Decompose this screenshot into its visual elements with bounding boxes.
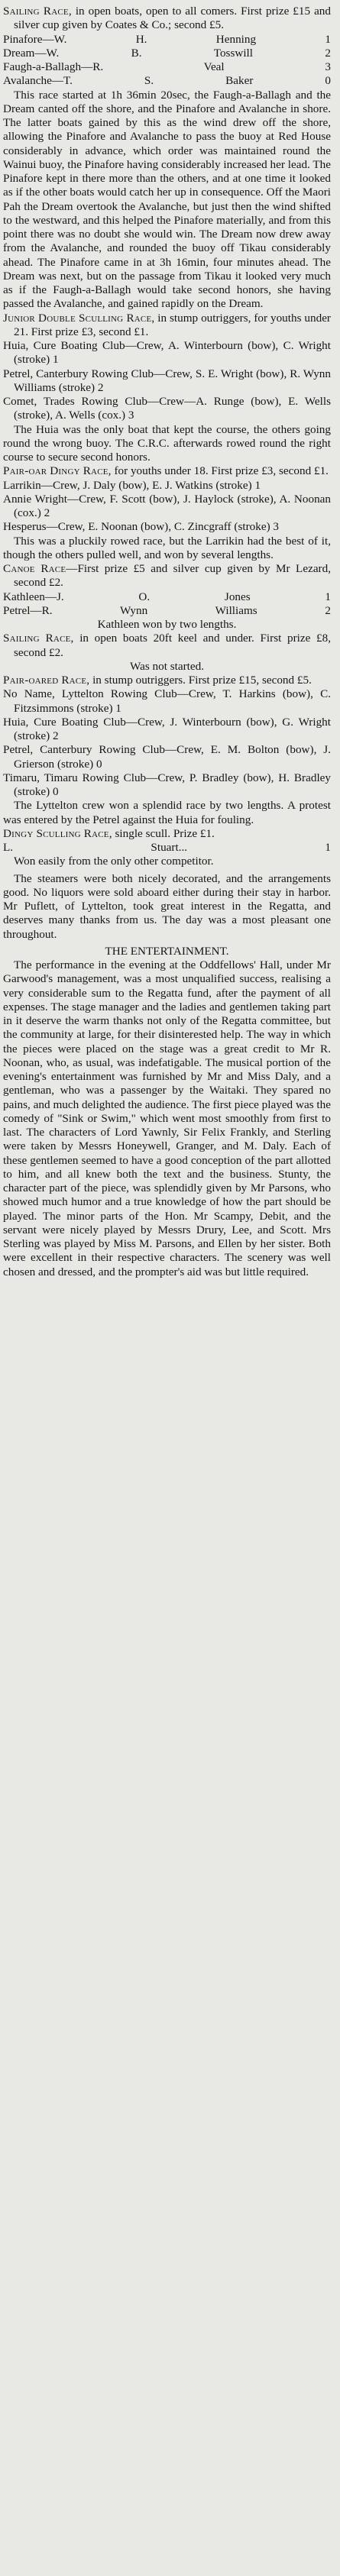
paragraph-text: single scull. Prize £1.: [112, 826, 215, 840]
paragraph-text: This was a pluckily rowed race, but the Larrikin had the best of it, though the others pulled well, and won by several lengths.: [3, 534, 331, 561]
article-paragraph: [3, 716, 331, 744]
article-paragraph: [3, 799, 331, 827]
article-paragraph: [3, 827, 331, 841]
article-paragraph: [3, 89, 331, 312]
article-paragraph: [3, 479, 331, 493]
paragraph-text: Annie Wright—Crew, F. Scott (bow), J. Haylock (stroke), A. Noonan (cox.) 2: [3, 492, 331, 519]
paragraph-text: L. Stuart... 1: [3, 841, 331, 854]
paragraph-text: Hesperus—Crew, E. Noonan (bow), C. Zincgraff (stroke) 3: [3, 520, 280, 534]
article-paragraph: [3, 958, 331, 1279]
article-paragraph: [3, 520, 331, 534]
article-paragraph: [3, 5, 331, 33]
paragraph-text: in open boats, open to all comers. First prize £15 and silver cup given by Coates & Co.; second £5.: [14, 5, 331, 32]
article-paragraph: [3, 632, 331, 660]
paragraph-text: Petrel, Canterbury Rowing Club—Crew, E. M. Bolton (bow), J. Grierson (stroke) 0: [3, 743, 331, 771]
paragraph-text: Pinafore—W. H. Henning 1: [3, 32, 331, 46]
paragraph-text: No Name, Lyttelton Rowing Club—Crew, T. Harkins (bow), C. Fitzsimmons (stroke) 1: [3, 687, 331, 715]
article-paragraph: [3, 464, 331, 478]
event-heading: Pair-oar Dingy Race,: [3, 464, 112, 478]
paragraph-text: Kathleen won by two lengths.: [97, 618, 237, 631]
paragraph-text: The steamers were both nicely decorated, and the arrangements good. No liquors were sold aboard either during their stay in harbor. Mr Puflett, of Lyttelton, took great interest in the Regatta, and deserves many thanks from us. The day was a most pleasant one throughout.: [3, 871, 331, 941]
article-paragraph: [3, 945, 331, 958]
article-paragraph: [3, 367, 331, 396]
article-paragraph: [3, 47, 331, 60]
paragraph-text: Timaru, Timaru Rowing Club—Crew, P. Bradley (bow), H. Bradley (stroke) 0: [3, 771, 331, 798]
article-paragraph: [3, 674, 331, 687]
paragraph-text: This race started at 1h 36min 20sec, the Faugh-a-Ballagh and the Dream canted off the shore, and the Pinafore and Avalanche in shore. The latter boats gained by this as the wind drew off the shore, allowing the Pinafore and Avalanche to pass the buoy at Red House considerably in advance, which order was maintained round the Wainui buoy, the Pinafore having considerably increased her lead. The Pinafore kept in there more than the others, and at one time it looked as if the other boats would catch her up in consequence. Off the Maori Pah the Dream overtook the Avalanche, but just then the wind shifted to the westward, and this helped the Pinafore materially, and from this point there was no doubt she would win. The Dream now drew away from the Avalanche, and rounded the buoy off Tikau considerably ahead. The Pinafore came in at 3h 16min, four minutes ahead. The Dream was next, but on the passage from Tikau it looked very much as if the Faugh-a-Ballagh would take second honors, she having passed the Avalanche, and gained rapidly on the Dream.: [3, 88, 331, 311]
article-paragraph: [3, 312, 331, 340]
article-paragraph: [3, 60, 331, 74]
paragraph-text: The Lyttelton crew won a splendid race by two lengths. A protest was entered by the Petrel against the Huia for fouling.: [3, 799, 331, 826]
event-heading: Junior Double Sculling Race,: [3, 311, 155, 325]
article-paragraph: [3, 743, 331, 771]
article-paragraph: [3, 687, 331, 716]
paragraph-text: Faugh-a-Ballagh—R. Veal 3: [3, 60, 331, 73]
paragraph-text: in open boats 20ft keel and under. First prize £8, second £2.: [14, 632, 332, 659]
article-paragraph: [3, 423, 331, 465]
paragraph-text: —First prize £5 and silver cup given by Mr Lezard, second £2.: [14, 562, 332, 590]
paragraph-text: Won easily from the only other competitor.: [14, 855, 214, 868]
paragraph-text: Dream—W. B. Tosswill 2: [3, 46, 331, 60]
event-heading: Pair-oared Race,: [3, 674, 90, 687]
article-paragraph: [3, 660, 331, 674]
event-heading: Canoe Race: [3, 562, 66, 575]
event-heading: Sailing Race,: [3, 632, 74, 645]
paragraph-text: Huia, Cure Boating Club—Crew, J. Winterbourn (bow), G. Wright (stroke) 2: [3, 715, 331, 742]
article-paragraph: [3, 604, 331, 618]
paragraph-text: Kathleen—J. O. Jones 1: [3, 590, 331, 603]
paragraph-text: The performance in the evening at the Oddfellows' Hall, under Mr Garwood's management, was a most unqualified success, realising a very considerable sum to the Regatta fund, after the payment of all expenses. The stage manager and the ladies and gentlemen taking part in it deserve the warm thanks not only of the Regatta committee, but the community at large, for their disinterested help. The way in which the pieces were placed on the stage was a great credit to Mr R. Noonan, who, as usual, was indefatigable. The musical portion of the evening's entertainment was furnished by Mr and Miss Daly, and a gentleman, who was a passenger by the Waitaki. They spared no pains, and much delighted the audience. The first piece played was the comedy of "Sink or Swim," which went most smoothly from first to last. The characters of Lord Yawnly, Sir Felix Frankly, and Sterling were taken by Messrs Honeywell, Granger, and M. Daly. Each of these gentlemen seemed to have a good conception of the part allotted to him, and all knew both the text and the business. Stunty, the character part of the piece, was splendidly given by Mr Parsons, who showed much humor and a true knowledge of how the part should be played. The minor parts of the Hon. Mr Scampy, Debit, and the servant were nicely played by Messrs Drury, Lee, and Scott. Mrs Sterling was played by Miss M. Parsons, and Ellen by her sister. Both were excellent in their respective characters. The scenery was well chosen and dressed, and the prompter's aid was but little required.: [3, 958, 331, 1278]
paragraph-text: Petrel—R. Wynn Williams 2: [3, 603, 331, 617]
paragraph-text: THE ENTERTAINMENT.: [105, 944, 229, 958]
article-paragraph: [3, 590, 331, 604]
article-paragraph: [3, 33, 331, 47]
article-paragraph: [3, 339, 331, 367]
article-paragraph: [3, 74, 331, 88]
paragraph-text: The Huia was the only boat that kept the course, the others going round the wrong buoy. The C.R.C. afterwards rowed round the right course to secure second honors.: [3, 422, 331, 464]
article-paragraph: [3, 562, 331, 590]
article-paragraph: [3, 395, 331, 423]
paragraph-text: Huia, Cure Boating Club—Crew, A. Winterbourn (bow), C. Wright (stroke) 1: [3, 339, 331, 367]
event-heading: Sailing Race,: [3, 5, 72, 18]
paragraph-text: Was not started.: [129, 659, 205, 673]
article-paragraph: [3, 872, 331, 942]
article-paragraph: [3, 618, 331, 632]
paragraph-text: Larrikin—Crew, J. Daly (bow), E. J. Watkins (stroke) 1: [3, 478, 261, 492]
article-paragraph: [3, 771, 331, 800]
article-paragraph: [3, 535, 331, 563]
article-paragraph: [3, 841, 331, 855]
article-paragraph: [3, 855, 331, 868]
paragraph-text: Comet, Trades Rowing Club—Crew—A. Runge (bow), E. Wells (stroke), A. Wells (cox.) 3: [3, 395, 331, 422]
article-paragraph: [3, 493, 331, 521]
paragraph-text: in stump outriggers. First prize £15, second £5.: [89, 674, 312, 687]
paragraph-text: for youths under 18. First prize £3, second £1.: [111, 464, 329, 478]
paragraph-text: Avalanche—T. S. Baker 0: [3, 74, 331, 88]
paragraph-text: Petrel, Canterbury Rowing Club—Crew, S. E. Wright (bow), R. Wynn Williams (stroke) 2: [3, 367, 331, 394]
event-heading: Dingy Sculling Race,: [3, 826, 112, 840]
paragraph-text: in stump outriggers, for youths under 21. First prize £3, second £1.: [14, 311, 331, 338]
